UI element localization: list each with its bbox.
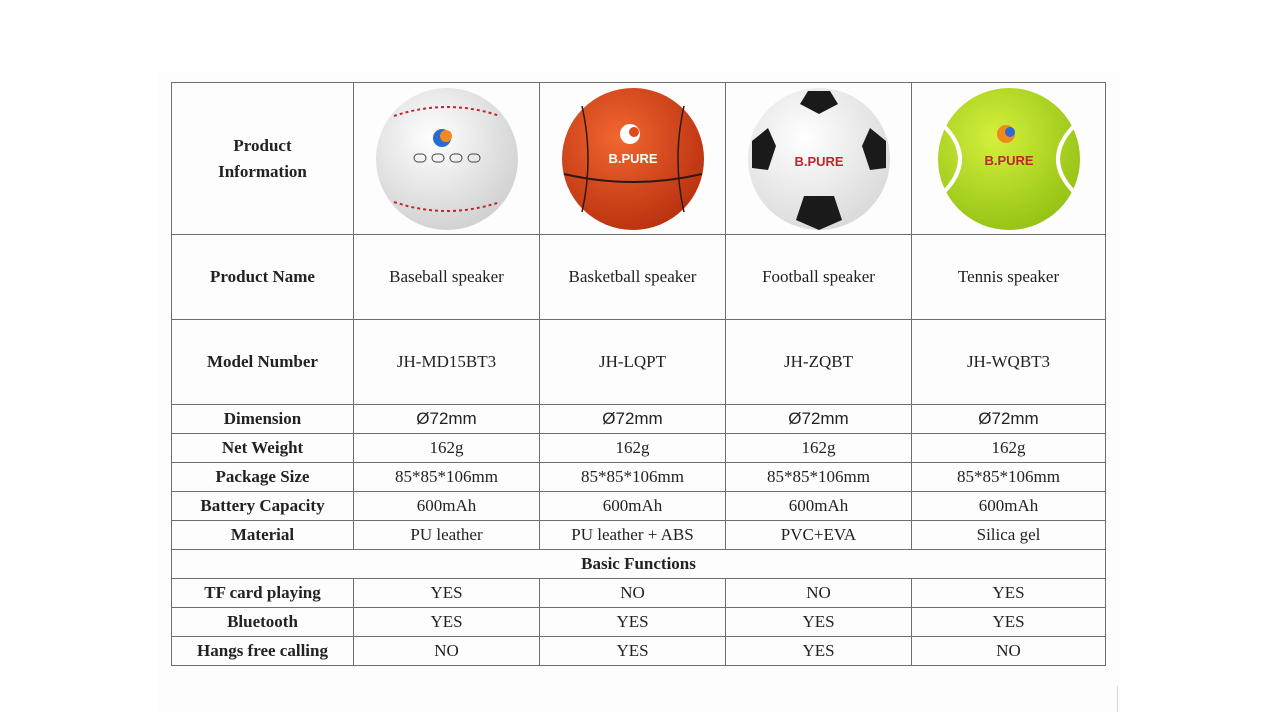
hands-free-cell: YES bbox=[726, 637, 912, 666]
package-size-label: Package Size bbox=[172, 463, 354, 492]
material-cell: PU leather bbox=[354, 521, 540, 550]
product-information-header bbox=[172, 83, 354, 235]
battery-capacity-row bbox=[172, 492, 1106, 521]
bpure-logo-icon bbox=[997, 125, 1015, 143]
net-weight-cell: 162g bbox=[354, 434, 540, 463]
product-name-cell: Baseball speaker bbox=[354, 235, 540, 320]
package-size-cell: 85*85*106mm bbox=[540, 463, 726, 492]
hands-free-row bbox=[172, 637, 1106, 666]
package-size-row bbox=[172, 463, 1106, 492]
football-brand-text: B.PURE bbox=[793, 153, 844, 169]
dimension-cell: Ø72mm bbox=[912, 405, 1106, 434]
model-number-cell: JH-MD15BT3 bbox=[354, 320, 540, 405]
tf-card-cell: NO bbox=[540, 579, 726, 608]
battery-capacity-cell: 600mAh bbox=[540, 492, 726, 521]
tennis-speaker-image bbox=[936, 86, 1082, 232]
hands-free-cell: NO bbox=[354, 637, 540, 666]
basic-functions-heading: Basic Functions bbox=[172, 550, 1106, 579]
material-cell: Silica gel bbox=[912, 521, 1106, 550]
product-name-cell: Tennis speaker bbox=[912, 235, 1106, 320]
dimension-cell: Ø72mm bbox=[726, 405, 912, 434]
tf-card-cell: NO bbox=[726, 579, 912, 608]
tf-card-row bbox=[172, 579, 1106, 608]
material-cell: PU leather + ABS bbox=[540, 521, 726, 550]
model-number-cell: JH-ZQBT bbox=[726, 320, 912, 405]
bluetooth-row bbox=[172, 608, 1106, 637]
tf-card-cell: YES bbox=[354, 579, 540, 608]
bpure-logo-icon bbox=[620, 124, 640, 144]
battery-capacity-cell: 600mAh bbox=[726, 492, 912, 521]
model-number-cell: JH-WQBT3 bbox=[912, 320, 1106, 405]
dimension-label: Dimension bbox=[172, 405, 354, 434]
basketball-image-cell bbox=[540, 83, 726, 235]
product-information-line2: Information bbox=[218, 161, 307, 181]
material-label: Material bbox=[172, 521, 354, 550]
product-name-row bbox=[172, 235, 1106, 320]
net-weight-label: Net Weight bbox=[172, 434, 354, 463]
hands-free-cell: NO bbox=[912, 637, 1106, 666]
battery-capacity-cell: 600mAh bbox=[912, 492, 1106, 521]
baseball-image-cell bbox=[354, 83, 540, 235]
product-name-cell: Football speaker bbox=[726, 235, 912, 320]
material-row bbox=[172, 521, 1106, 550]
basic-functions-row bbox=[172, 550, 1106, 579]
battery-capacity-cell: 600mAh bbox=[354, 492, 540, 521]
product-information-line1: Product bbox=[233, 135, 292, 155]
product-image-row bbox=[172, 83, 1106, 235]
bluetooth-cell: YES bbox=[354, 608, 540, 637]
package-size-cell: 85*85*106mm bbox=[912, 463, 1106, 492]
package-size-cell: 85*85*106mm bbox=[726, 463, 912, 492]
hands-free-label: Hangs free calling bbox=[172, 637, 354, 666]
net-weight-row bbox=[172, 434, 1106, 463]
dimension-cell: Ø72mm bbox=[354, 405, 540, 434]
basketball-brand-text: B.PURE bbox=[607, 150, 658, 166]
package-size-cell: 85*85*106mm bbox=[354, 463, 540, 492]
dimension-cell: Ø72mm bbox=[540, 405, 726, 434]
net-weight-cell: 162g bbox=[540, 434, 726, 463]
basketball-speaker-image bbox=[560, 86, 706, 232]
dimension-row bbox=[172, 405, 1106, 434]
bluetooth-cell: YES bbox=[540, 608, 726, 637]
tennis-image-cell bbox=[912, 83, 1106, 235]
net-weight-cell: 162g bbox=[912, 434, 1106, 463]
divider-line bbox=[1117, 686, 1118, 712]
model-number-label: Model Number bbox=[172, 320, 354, 405]
tf-card-label: TF card playing bbox=[172, 579, 354, 608]
battery-capacity-label: Battery Capacity bbox=[172, 492, 354, 521]
model-number-row bbox=[172, 320, 1106, 405]
hands-free-cell: YES bbox=[540, 637, 726, 666]
product-spec-table bbox=[171, 82, 1106, 666]
model-number-cell: JH-LQPT bbox=[540, 320, 726, 405]
net-weight-cell: 162g bbox=[726, 434, 912, 463]
football-speaker-image bbox=[746, 86, 892, 232]
football-image-cell bbox=[726, 83, 912, 235]
bluetooth-cell: YES bbox=[726, 608, 912, 637]
product-name-cell: Basketball speaker bbox=[540, 235, 726, 320]
material-cell: PVC+EVA bbox=[726, 521, 912, 550]
product-name-label: Product Name bbox=[172, 235, 354, 320]
tf-card-cell: YES bbox=[912, 579, 1106, 608]
tennis-brand-text: B.PURE bbox=[983, 152, 1034, 168]
bluetooth-label: Bluetooth bbox=[172, 608, 354, 637]
bluetooth-cell: YES bbox=[912, 608, 1106, 637]
baseball-speaker-image bbox=[374, 86, 520, 232]
